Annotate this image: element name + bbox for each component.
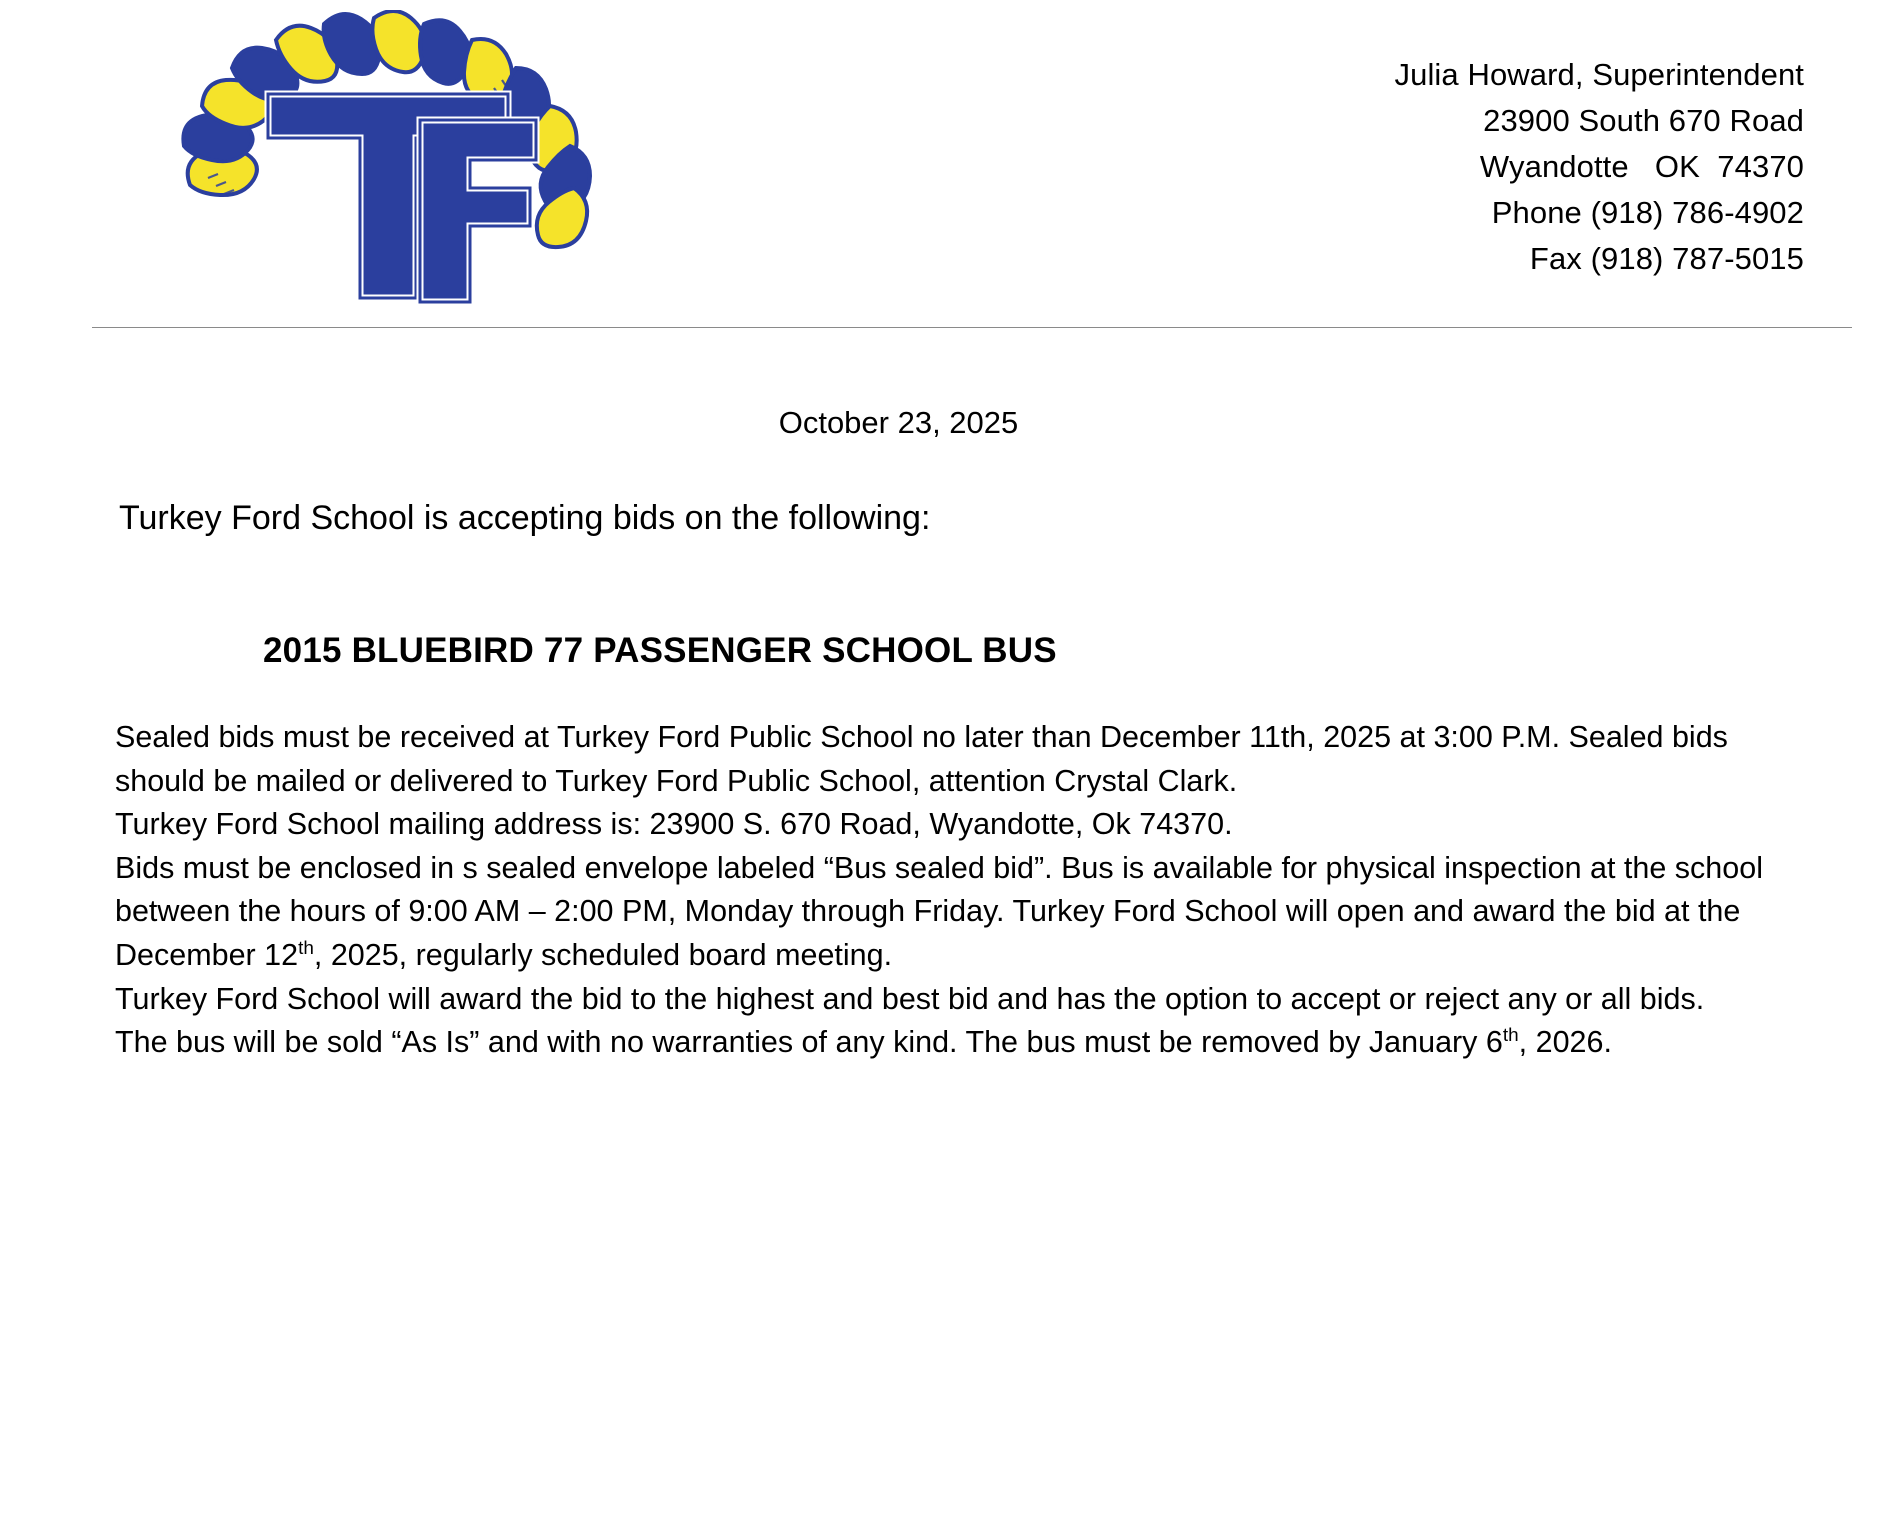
paragraph-as-is-removal	[115, 1021, 1784, 1065]
letter-date: October 23, 2025	[778, 405, 1019, 440]
ordinal-suffix-december: th	[298, 937, 314, 959]
bid-item-headline: 2015 BLUEBIRD 77 PASSENGER SCHOOL BUS	[263, 631, 1057, 670]
turkey-tf-logo-icon	[172, 10, 602, 320]
letterhead	[0, 0, 1900, 320]
paragraph-sealed-bids: Sealed bids must be received at Turkey Ford Public School no later than December 11th, 2025 at 3:00 P.M. Sealed bids should be mailed or delivered to Turkey Ford Public School, attention Crystal Clark.	[115, 720, 1728, 798]
paragraph-as-is-removal-post: , 2026.	[1518, 1025, 1612, 1060]
paragraph-envelope-inspection	[115, 847, 1784, 978]
contact-info	[1395, 10, 1809, 281]
contact-line-phone: Phone (918) 786-4902	[1491, 194, 1804, 230]
letter-body	[0, 327, 1900, 1065]
paragraph-envelope-inspection-post: , 2025, regularly scheduled board meeting.	[313, 938, 893, 973]
paragraph-award-terms: Turkey Ford School will award the bid to the highest and best bid and has the option to accept or reject any or all bids.	[115, 981, 1705, 1016]
letter-paragraphs	[115, 716, 1852, 1065]
paragraph-envelope-inspection-pre: Bids must be enclosed in s sealed envelope labeled “Bus sealed bid”. Bus is available for physical inspection at the school between the hours of 9:00 AM – 2:00 PM, Monday through Friday. Turkey Ford School will open and award the bid at the December 12	[115, 850, 1763, 973]
contact-line-city-state-zip: Wyandotte OK 74370	[1479, 148, 1804, 184]
paragraph-mailing-address: Turkey Ford School mailing address is: 23900 S. 670 Road, Wyandotte, Ok 74370.	[115, 807, 1233, 842]
contact-line-fax: Fax (918) 787-5015	[1529, 240, 1804, 276]
contact-line-superintendent: Julia Howard, Superintendent	[1394, 57, 1804, 92]
school-logo	[172, 10, 602, 320]
ordinal-suffix-january: th	[1502, 1025, 1519, 1047]
letter-intro: Turkey Ford School is accepting bids on the following:	[119, 499, 931, 537]
contact-line-street: 23900 South 670 Road	[1483, 102, 1804, 138]
paragraph-as-is-removal-pre: The bus will be sold “As Is” and with no warranties of any kind. The bus must be removed by January 6	[115, 1025, 1503, 1060]
